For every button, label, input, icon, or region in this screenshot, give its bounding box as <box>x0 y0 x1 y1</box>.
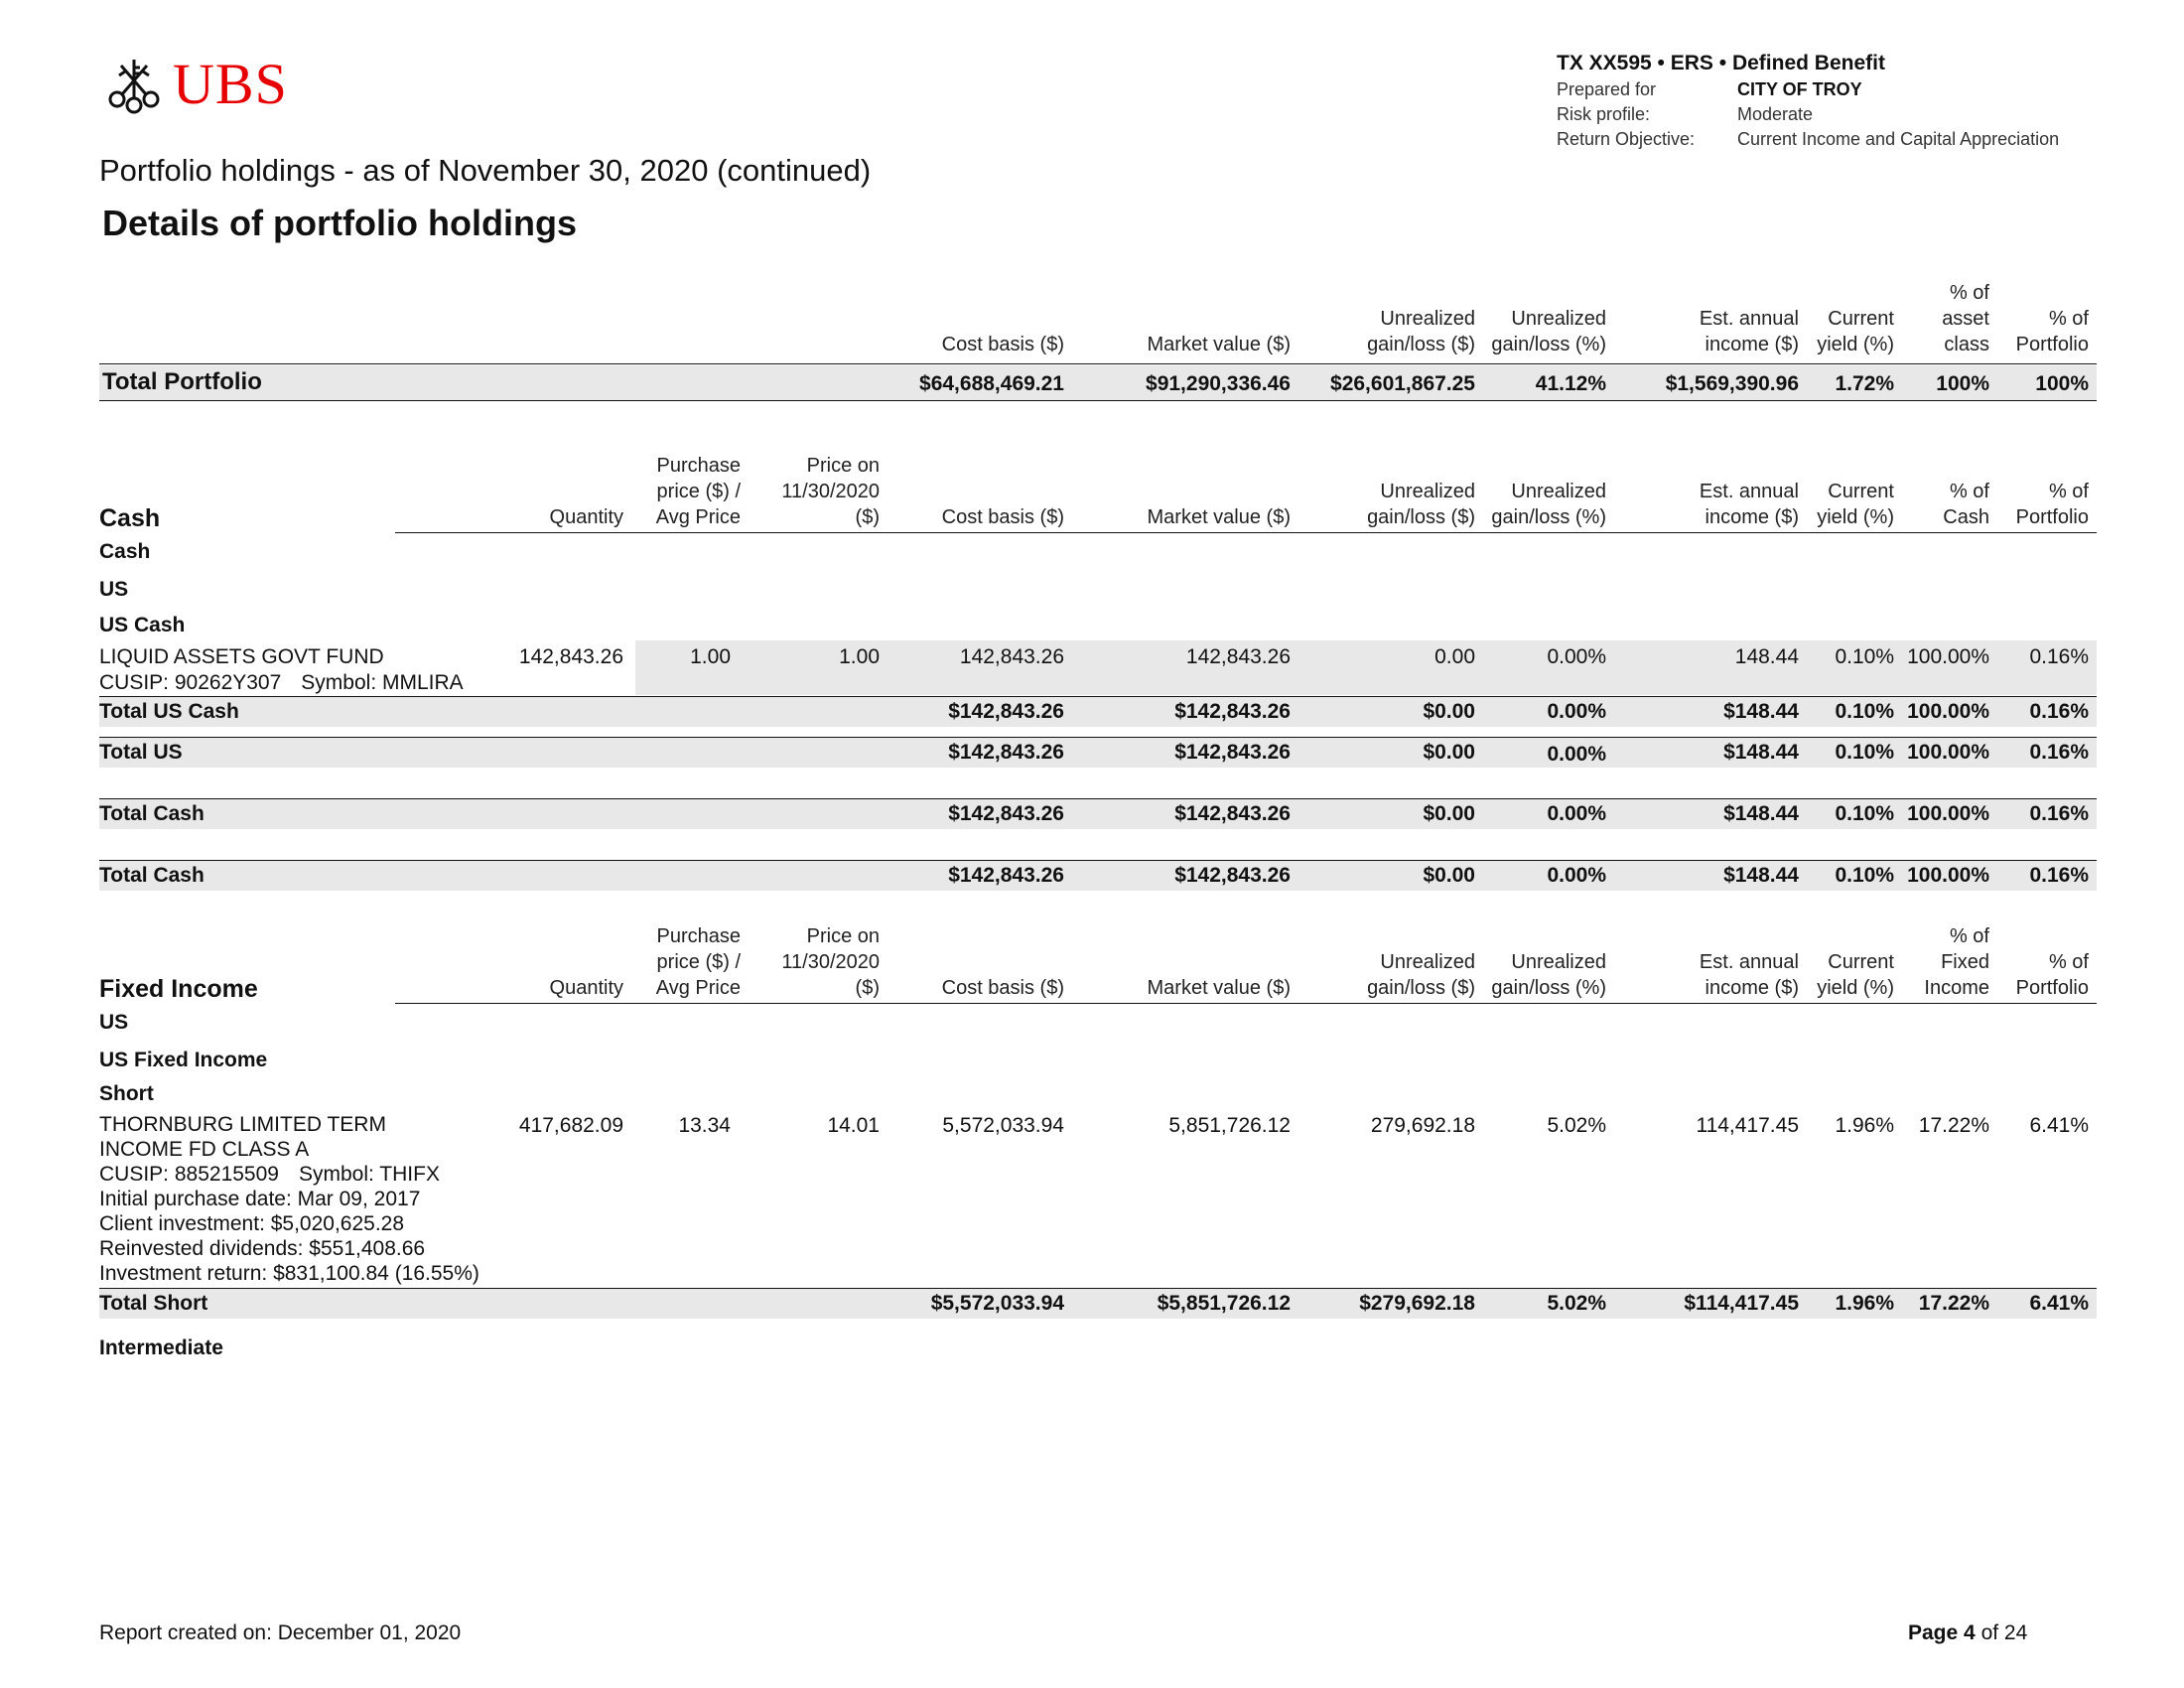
cell: 279,692.18 <box>1370 1114 1475 1137</box>
cell: $142,843.26 <box>1174 741 1291 764</box>
col-quantity: Quantity <box>549 977 623 999</box>
cell: $114,417.45 <box>1684 1292 1799 1315</box>
cell: 142,843.26 <box>959 645 1064 668</box>
col-unreal-pct: Unrealized gain/loss (%) <box>1491 951 1606 999</box>
col-unreal-pct: Unrealized gain/loss (%) <box>1491 308 1606 355</box>
cell: 0.00% <box>1547 802 1606 825</box>
col-unreal-usd: Unrealized gain/loss ($) <box>1367 951 1475 999</box>
col-unreal-usd: Unrealized gain/loss ($) <box>1367 481 1475 528</box>
cell: 100.00% <box>1907 864 1989 887</box>
page-title: Details of portfolio holdings <box>102 203 577 243</box>
cell: 41.12% <box>1535 372 1606 395</box>
cell: 114,417.45 <box>1696 1114 1799 1137</box>
return-objective-label: Return Objective: <box>1557 129 1696 149</box>
cell: $142,843.26 <box>948 700 1064 723</box>
cell: 0.16% <box>2029 864 2089 887</box>
cell: 17.22% <box>1918 1292 1989 1315</box>
col-quantity: Quantity <box>549 506 623 528</box>
cell: 0.10% <box>1835 802 1894 825</box>
risk-profile-label: Risk profile: <box>1557 104 1651 124</box>
prepared-for-label: Prepared for <box>1557 79 1657 99</box>
cell: 5.02% <box>1547 1292 1606 1315</box>
cell: 100.00% <box>1907 741 1989 764</box>
logo-text: UBS <box>173 52 288 116</box>
col-cost-basis: Cost basis ($) <box>941 334 1064 355</box>
cell: 5.02% <box>1547 1114 1606 1137</box>
col-class-pct: % of Fixed Income <box>1924 925 1989 999</box>
cell: 148.44 <box>1734 645 1799 668</box>
group-label: Cash <box>99 540 151 563</box>
cell: 142,843.26 <box>1185 645 1291 668</box>
cell: 6.41% <box>2029 1292 2089 1315</box>
report-created: Report created on: December 01, 2020 <box>99 1621 462 1644</box>
col-yield: Current yield (%) <box>1817 951 1894 999</box>
cell: 0.10% <box>1835 700 1894 723</box>
account-header <box>1557 50 2059 152</box>
cell: 5,851,726.12 <box>1168 1114 1291 1137</box>
total-label: Total Cash <box>99 864 205 887</box>
account-line: TX XX595 • ERS • Defined Benefit <box>1557 52 1885 74</box>
cell: $91,290,336.46 <box>1146 372 1291 395</box>
cell: $142,843.26 <box>948 802 1064 825</box>
total-label: Total Short <box>99 1292 208 1315</box>
cell: 14.01 <box>827 1114 880 1137</box>
cell: 100.00% <box>1907 645 1989 668</box>
cell: 0.00% <box>1547 743 1606 766</box>
holding-details: THORNBURG LIMITED TERM INCOME FD CLASS A CUSIP: 885215509 Symbol: THIFX Initial purchase date: Mar 09, 2017 Client investment: $5,020,625.28 Reinvested dividends: $551,408.66 Investment return: $831,100.84 (16.55%) <box>99 1113 479 1285</box>
cell: 0.00% <box>1547 645 1606 668</box>
cell: $5,572,033.94 <box>930 1292 1064 1315</box>
group-label: US Fixed Income <box>99 1049 268 1071</box>
col-portfolio: % of Portfolio <box>2015 308 2089 355</box>
cell: 5,572,033.94 <box>942 1114 1064 1137</box>
prepared-for-value: CITY OF TROY <box>1737 79 1862 99</box>
col-income: Est. annual income ($) <box>1699 308 1799 355</box>
group-label: Intermediate <box>99 1336 223 1359</box>
cell: 1.72% <box>1835 372 1894 395</box>
page-number: Page 4 of 24 <box>1908 1621 2028 1644</box>
col-market-value: Market value ($) <box>1147 506 1291 528</box>
col-price: Price on 11/30/2020 ($) <box>781 925 880 999</box>
cell: $148.44 <box>1723 864 1799 887</box>
cell: $0.00 <box>1423 741 1475 764</box>
cell: $279,692.18 <box>1359 1292 1475 1315</box>
page-subtitle: Portfolio holdings - as of November 30, 2020 (continued) <box>99 153 872 188</box>
group-label: Short <box>99 1082 154 1105</box>
cell: $1,569,390.96 <box>1665 372 1799 395</box>
total-label: Total US Cash <box>99 700 239 723</box>
group-label: US Cash <box>99 614 186 636</box>
cell: 0.16% <box>2029 802 2089 825</box>
cell: 1.96% <box>1835 1114 1894 1137</box>
cell: 0.16% <box>2029 741 2089 764</box>
return-objective-value: Current Income and Capital Appreciation <box>1737 129 2060 149</box>
cell: 142,843.26 <box>518 645 623 668</box>
col-unreal-pct: Unrealized gain/loss (%) <box>1491 481 1606 528</box>
cell: $5,851,726.12 <box>1157 1292 1291 1315</box>
col-market-value: Market value ($) <box>1147 977 1291 999</box>
col-purchase: Purchase price ($) / Avg Price <box>655 925 741 999</box>
col-price: Price on 11/30/2020 ($) <box>781 455 880 528</box>
cell: 100.00% <box>1907 700 1989 723</box>
cell: $142,843.26 <box>1174 864 1291 887</box>
cell: $148.44 <box>1723 741 1799 764</box>
col-market-value: Market value ($) <box>1147 334 1291 355</box>
fixed-income-section-title: Fixed Income <box>99 975 258 1003</box>
cell: $0.00 <box>1423 864 1475 887</box>
cell: 417,682.09 <box>518 1114 623 1137</box>
cell: 1.00 <box>690 645 731 668</box>
cash-section-title: Cash <box>99 504 161 532</box>
col-cost-basis: Cost basis ($) <box>941 977 1064 999</box>
cell: 0.10% <box>1835 864 1894 887</box>
group-label: US <box>99 578 129 601</box>
cell: 0.16% <box>2029 645 2089 668</box>
cell: 100.00% <box>1907 802 1989 825</box>
cell: 1.00 <box>839 645 880 668</box>
cell: $142,843.26 <box>948 864 1064 887</box>
col-portfolio: % of Portfolio <box>2015 951 2089 999</box>
total-portfolio-label: Total Portfolio <box>102 368 262 395</box>
cell: $26,601,867.25 <box>1330 372 1475 395</box>
col-unreal-usd: Unrealized gain/loss ($) <box>1367 308 1475 355</box>
cell: $0.00 <box>1423 700 1475 723</box>
col-portfolio: % of Portfolio <box>2015 481 2089 528</box>
risk-profile-value: Moderate <box>1737 104 1814 124</box>
cell: $0.00 <box>1423 802 1475 825</box>
cell: 100% <box>1936 372 1989 395</box>
col-asset-class: % of asset class <box>1942 282 1989 355</box>
cell: 0.00 <box>1434 645 1475 668</box>
col-yield: Current yield (%) <box>1817 308 1894 355</box>
col-cost-basis: Cost basis ($) <box>941 506 1064 528</box>
cell: 100% <box>2035 372 2089 395</box>
cell: 0.16% <box>2029 700 2089 723</box>
col-income: Est. annual income ($) <box>1699 951 1799 999</box>
holding-name: LIQUID ASSETS GOVT FUND <box>99 645 384 668</box>
cell: $142,843.26 <box>1174 802 1291 825</box>
total-label: Total US <box>99 741 183 764</box>
total-label: Total Cash <box>99 802 205 825</box>
cell: $148.44 <box>1723 700 1799 723</box>
keys-icon <box>103 56 165 115</box>
cell: $142,843.26 <box>1174 700 1291 723</box>
cell: 0.10% <box>1835 645 1894 668</box>
cell: 0.00% <box>1547 700 1606 723</box>
group-label: US <box>99 1011 129 1034</box>
col-purchase: Purchase price ($) / Avg Price <box>655 455 741 528</box>
cell: 0.10% <box>1835 741 1894 764</box>
cell: $148.44 <box>1723 802 1799 825</box>
cell: 1.96% <box>1835 1292 1894 1315</box>
col-income: Est. annual income ($) <box>1699 481 1799 528</box>
holding-ids: CUSIP: 90262Y307 Symbol: MMLIRA <box>99 671 464 694</box>
cell: 17.22% <box>1918 1114 1989 1137</box>
cell: 6.41% <box>2029 1114 2089 1137</box>
cell: $142,843.26 <box>948 741 1064 764</box>
cell: $64,688,469.21 <box>919 372 1064 395</box>
col-class-pct: % of Cash <box>1943 481 1989 528</box>
cell: 13.34 <box>678 1114 731 1137</box>
col-yield: Current yield (%) <box>1817 481 1894 528</box>
cell: 0.00% <box>1547 864 1606 887</box>
